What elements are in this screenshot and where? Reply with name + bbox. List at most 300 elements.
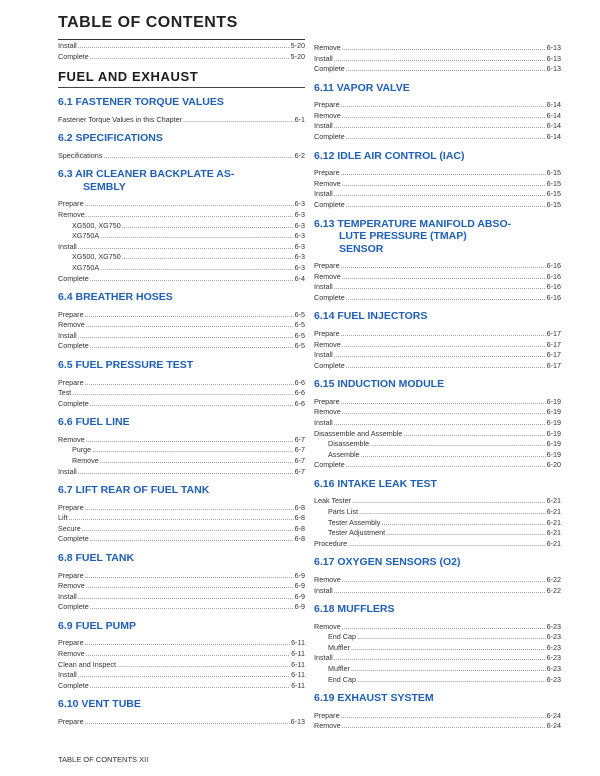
toc-entry-page: 6-3 [294, 209, 305, 219]
toc-entry-page: 6-22 [546, 574, 561, 584]
toc-entry-page: 6-3 [294, 199, 305, 209]
toc-entry[interactable] [314, 460, 561, 471]
section-heading-line: 6.5 FUEL PRESSURE TEST [58, 359, 194, 371]
toc-entry[interactable] [58, 581, 305, 592]
dot-leader [341, 168, 546, 179]
toc-entry-label: Tester Adjustment [328, 528, 386, 538]
toc-entry[interactable] [314, 329, 561, 340]
section-heading[interactable] [58, 291, 305, 304]
toc-entry[interactable] [314, 272, 561, 283]
toc-entry-page: 6-16 [546, 261, 561, 271]
toc-entry-label: Install [314, 653, 333, 663]
dot-leader [334, 586, 546, 597]
toc-entry[interactable] [58, 310, 305, 321]
toc-entry[interactable] [314, 100, 561, 111]
toc-entry-label: Muffler [328, 642, 350, 652]
toc-entry-label: Complete [58, 398, 89, 408]
toc-entry[interactable] [314, 397, 561, 408]
toc-entry-label: Remove [58, 320, 85, 330]
toc-entry[interactable] [58, 467, 305, 478]
toc-entry-label: Disassemble and Assemble [314, 428, 403, 438]
toc-entry[interactable] [58, 670, 305, 681]
toc-entry[interactable] [314, 179, 561, 190]
toc-entry-label: Prepare [58, 638, 84, 648]
toc-entry[interactable] [314, 350, 561, 361]
section-heading-line: 6.15 INDUCTION MODULE [314, 378, 445, 391]
toc-entry-label: Install [58, 41, 77, 50]
dot-leader [85, 199, 294, 210]
dot-leader [334, 121, 546, 132]
dot-leader [103, 151, 293, 162]
section-heading-line: 6.10 VENT TUBE [58, 698, 141, 711]
toc-entry[interactable] [314, 54, 561, 65]
dot-leader [100, 263, 293, 274]
dot-leader [351, 643, 546, 654]
dot-leader [78, 331, 294, 342]
toc-entry-page: 6-8 [294, 523, 305, 533]
toc-entry[interactable] [314, 418, 561, 429]
toc-entry-label: Install [58, 670, 77, 680]
toc-entry-label: Install [314, 585, 333, 595]
chapter-heading: FUEL AND EXHAUST [58, 69, 305, 88]
toc-entry[interactable] [58, 503, 305, 514]
toc-entry[interactable] [58, 263, 305, 274]
toc-entry[interactable] [314, 643, 561, 654]
toc-entry-label: Specifications [58, 150, 103, 160]
toc-entry[interactable] [314, 282, 561, 293]
toc-entry[interactable] [58, 399, 305, 410]
toc-entry-page: 6-9 [294, 570, 305, 580]
toc-entry-page: 6-7 [294, 445, 305, 455]
toc-entry-page: 6-19 [546, 396, 561, 406]
toc-entry-page: 6-14 [546, 110, 561, 120]
toc-entry-page: 5-20 [290, 41, 305, 50]
toc-entry-label: Prepare [314, 168, 340, 178]
section-heading[interactable] [314, 218, 561, 256]
toc-entry[interactable] [58, 242, 305, 253]
toc-entry-label: Prepare [314, 261, 340, 271]
toc-entry-page: 6-23 [546, 674, 561, 684]
toc-entry-label: Prepare [58, 716, 84, 726]
toc-entry-label: Remove [314, 574, 341, 584]
section-heading[interactable] [314, 692, 561, 705]
toc-entry-page: 6-22 [546, 585, 561, 595]
toc-entry-label: XG500, XG750 [72, 220, 121, 230]
toc-entry[interactable] [314, 586, 561, 597]
toc-entry-label: Remove [58, 209, 85, 219]
toc-entry[interactable] [314, 64, 561, 75]
toc-entry-page: 6-15 [546, 189, 561, 199]
toc-entry-page: 6-21 [546, 528, 561, 538]
toc-entry[interactable] [314, 439, 561, 450]
toc-entry-label: Complete [58, 273, 89, 283]
toc-entry-page: 6-3 [294, 262, 305, 272]
dot-leader [183, 115, 294, 126]
dot-leader [86, 435, 294, 446]
section-heading-line: 6.19 EXHAUST SYSTEM [314, 692, 434, 705]
toc-entry-page: 6-21 [546, 517, 561, 527]
toc-entry-label: Complete [314, 64, 345, 74]
toc-entry-label: Prepare [314, 710, 340, 720]
toc-entry-page: 6-23 [546, 621, 561, 631]
toc-entry-label: Complete [314, 460, 345, 470]
toc-entry-page: 6-11 [291, 680, 305, 690]
toc-entry-page: 6-6 [294, 388, 305, 398]
dot-leader [78, 467, 294, 478]
section-heading[interactable] [58, 96, 305, 109]
toc-entry-page: 6-17 [546, 350, 561, 360]
dot-leader [351, 664, 546, 675]
toc-entry-page: 6-19 [546, 417, 561, 427]
page-title: TABLE OF CONTENTS [58, 14, 238, 31]
toc-entry[interactable] [314, 200, 561, 211]
toc-entry-page: 6-1 [294, 114, 305, 124]
toc-entry-page: 6-14 [546, 100, 561, 110]
dot-leader [359, 507, 546, 518]
toc-entry-page: 6-11 [291, 638, 305, 648]
toc-entry-label: Remove [314, 339, 341, 349]
dot-leader [348, 539, 545, 550]
toc-entry[interactable] [58, 681, 305, 692]
toc-entry[interactable] [58, 649, 305, 660]
dot-leader [342, 575, 546, 586]
section-heading-line: 6.11 VAPOR VALVE [314, 81, 410, 94]
toc-entry-label: Fastener Torque Values in this Chapter [58, 114, 182, 124]
toc-entry-page: 6-23 [546, 632, 561, 642]
toc-entry-label: End Cap [328, 674, 356, 684]
dot-leader [334, 189, 546, 200]
toc-entry-page: 6-11 [291, 659, 305, 669]
toc-entry[interactable] [314, 675, 561, 686]
toc-entry[interactable] [314, 429, 561, 440]
section-heading[interactable] [314, 82, 561, 95]
dot-leader [117, 660, 290, 671]
toc-entry-page: 6-14 [546, 132, 561, 142]
toc-entry-label: End Cap [328, 632, 356, 642]
section-heading-line: 6.8 FUEL TANK [58, 552, 135, 565]
section-heading-line: SEMBLY [83, 180, 126, 193]
toc-entry-label: Install [314, 53, 333, 63]
section-heading-line: 6.18 MUFFLERS [314, 603, 395, 616]
section-heading-line: 6.2 SPECIFICATIONS [58, 132, 163, 145]
dot-leader [346, 293, 546, 304]
toc-entry[interactable] [58, 534, 305, 545]
toc-entry-label: Prepare [58, 199, 84, 209]
toc-entry[interactable] [314, 293, 561, 304]
section-heading-line: 6.9 FUEL PUMP [58, 619, 136, 632]
dot-leader [122, 221, 294, 232]
toc-entry-label: Remove [314, 621, 341, 631]
toc-entry-label: Prepare [58, 502, 84, 512]
toc-entry-label: Prepare [314, 100, 340, 110]
toc-entry-page: 6-23 [546, 663, 561, 673]
toc-entry-page: 6-8 [294, 513, 305, 523]
dot-leader [85, 571, 294, 582]
toc-entry[interactable] [58, 524, 305, 535]
dot-leader [341, 261, 546, 272]
title-divider [58, 39, 305, 40]
toc-entry-label: Install [58, 591, 77, 601]
toc-entry-page: 6-19 [546, 439, 561, 449]
toc-entry[interactable] [58, 52, 305, 63]
toc-entry-label: Muffler [328, 663, 350, 673]
toc-entry-label: Test [58, 388, 72, 398]
toc-entry-label: Purge [72, 445, 92, 455]
dot-leader [386, 528, 545, 539]
toc-entry-page: 6-7 [294, 466, 305, 476]
section-heading-line: 6.16 INTAKE LEAK TEST [314, 477, 437, 490]
toc-entry-label: Prepare [58, 570, 84, 580]
toc-entry-label: Install [58, 466, 77, 476]
toc-entry-page: 6-17 [546, 328, 561, 338]
toc-entry[interactable] [314, 111, 561, 122]
dot-leader [342, 407, 546, 418]
dot-leader [82, 524, 294, 535]
toc-entry-page: 6-6 [294, 377, 305, 387]
dot-leader [361, 450, 546, 461]
dot-leader [100, 456, 294, 467]
toc-entry-label: Prepare [58, 309, 84, 319]
toc-entry[interactable] [314, 664, 561, 675]
section-heading[interactable] [58, 359, 305, 372]
dot-leader [346, 132, 546, 143]
dot-leader [86, 581, 294, 592]
toc-entry[interactable] [314, 539, 561, 550]
toc-entry-page: 6-4 [294, 273, 305, 283]
left-top-entries [58, 41, 305, 62]
toc-entry[interactable] [314, 261, 561, 272]
toc-entry[interactable] [58, 274, 305, 285]
toc-entry-label: Complete [58, 341, 89, 351]
section-heading-line: LUTE PRESSURE (TMAP) [339, 230, 467, 243]
toc-entry[interactable] [314, 189, 561, 200]
toc-entry[interactable] [314, 496, 561, 507]
toc-entry[interactable] [58, 320, 305, 331]
toc-entry-page: 6-3 [294, 220, 305, 230]
toc-entry[interactable] [58, 435, 305, 446]
section-heading-line: 6.12 IDLE AIR CONTROL (IAC) [314, 149, 465, 162]
dot-leader [85, 378, 294, 389]
toc-entry-label: Install [314, 121, 333, 131]
toc-entry-page: 6-13 [290, 716, 305, 726]
section-heading-line: 6.6 FUEL LINE [58, 416, 130, 429]
toc-entry-page: 6-5 [294, 341, 305, 351]
toc-entry-page: 6-7 [294, 455, 305, 465]
toc-entry[interactable] [58, 388, 305, 399]
toc-entry[interactable] [58, 231, 305, 242]
toc-entry-page: 6-9 [294, 581, 305, 591]
toc-entry[interactable] [314, 507, 561, 518]
dot-leader [352, 496, 546, 507]
dot-leader [78, 670, 290, 681]
section-heading[interactable] [314, 150, 561, 163]
toc-entry-label: Complete [314, 199, 345, 209]
toc-entry-label: Complete [58, 534, 89, 544]
toc-entry-page: 6-3 [294, 252, 305, 262]
section-heading[interactable] [58, 416, 305, 429]
toc-entry[interactable] [314, 168, 561, 179]
section-heading[interactable] [314, 603, 561, 616]
toc-entry-label: Tester Assembly [328, 517, 381, 527]
dot-leader [85, 638, 291, 649]
left-column [58, 41, 305, 727]
toc-entry-page: 6-15 [546, 199, 561, 209]
toc-entry-label: Complete [58, 680, 89, 690]
toc-entry-label: Prepare [314, 328, 340, 338]
section-heading[interactable] [58, 484, 305, 497]
toc-entry-label: Install [314, 350, 333, 360]
section-heading-line: 6.1 FASTENER TORQUE VALUES [58, 96, 224, 109]
toc-entry-page: 6-15 [546, 168, 561, 178]
toc-entry[interactable] [314, 632, 561, 643]
toc-entry-label: Leak Tester [314, 496, 352, 506]
toc-entry-page: 6-7 [294, 434, 305, 444]
dot-leader [334, 653, 546, 664]
dot-leader [357, 632, 546, 643]
dot-leader [342, 622, 546, 633]
toc-entry[interactable] [58, 115, 305, 126]
toc-entry[interactable] [314, 340, 561, 351]
toc-entry-label: Clean and Inspect [58, 659, 116, 669]
toc-entry-page: 6-8 [294, 502, 305, 512]
toc-entry-page: 6-5 [294, 330, 305, 340]
toc-entry-page: 6-23 [546, 653, 561, 663]
toc-entry-page: 6-17 [546, 360, 561, 370]
toc-entry[interactable] [314, 653, 561, 664]
dot-leader [92, 445, 293, 456]
toc-entry-label: Assemble [328, 449, 360, 459]
section-heading[interactable] [58, 698, 305, 711]
dot-leader [78, 41, 290, 52]
dot-leader [86, 210, 294, 221]
dot-leader [69, 513, 294, 524]
toc-entry-label: Parts List [328, 507, 358, 517]
toc-entry-page: 6-2 [294, 150, 305, 160]
toc-entry[interactable] [314, 721, 561, 732]
dot-leader [86, 649, 290, 660]
toc-entry[interactable] [314, 528, 561, 539]
toc-entry-page: 6-23 [546, 642, 561, 652]
toc-entry-label: Remove [314, 721, 341, 731]
dot-leader [78, 592, 294, 603]
toc-entry-page: 6-16 [546, 282, 561, 292]
toc-entry-label: Install [58, 241, 77, 251]
right-column [314, 43, 561, 732]
toc-entry-page: 6-16 [546, 292, 561, 302]
toc-entry-page: 6-3 [294, 241, 305, 251]
dot-leader [346, 200, 546, 211]
toc-entry[interactable] [314, 622, 561, 633]
toc-entry-page: 6-9 [294, 602, 305, 612]
toc-entry[interactable] [58, 660, 305, 671]
page-footer: TABLE OF CONTENTS XII [58, 755, 149, 764]
section-heading[interactable] [58, 168, 305, 193]
toc-entry[interactable] [58, 456, 305, 467]
toc-entry[interactable] [58, 592, 305, 603]
toc-entry[interactable] [58, 199, 305, 210]
toc-entry[interactable] [58, 341, 305, 352]
toc-entry[interactable] [58, 331, 305, 342]
toc-entry-page: 6-21 [546, 507, 561, 517]
dot-leader [346, 361, 546, 372]
dot-leader [122, 252, 294, 263]
toc-entry-page: 6-6 [294, 398, 305, 408]
toc-entry[interactable] [58, 221, 305, 232]
toc-entry[interactable] [58, 638, 305, 649]
dot-leader [334, 54, 546, 65]
toc-entry-page: 6-11 [291, 670, 305, 680]
toc-entry-label: Remove [314, 178, 341, 188]
toc-entry[interactable] [314, 407, 561, 418]
toc-entry-page: 6-19 [546, 407, 561, 417]
toc-entry[interactable] [314, 361, 561, 372]
toc-entry[interactable] [314, 132, 561, 143]
toc-entry-label: Install [314, 417, 333, 427]
dot-leader [357, 675, 546, 686]
dot-leader [72, 388, 293, 399]
toc-entry-page: 6-13 [546, 53, 561, 63]
toc-entry[interactable] [58, 571, 305, 582]
section-heading[interactable] [314, 478, 561, 491]
toc-entry-page: 6-21 [546, 496, 561, 506]
toc-entry-label: Remove [314, 407, 341, 417]
section-heading[interactable] [314, 378, 561, 391]
dot-leader [85, 717, 290, 728]
dot-leader [403, 429, 545, 440]
toc-entry[interactable] [58, 717, 305, 728]
dot-leader [370, 439, 545, 450]
dot-leader [100, 231, 293, 242]
right-top-entries [314, 43, 561, 75]
toc-entry-label: Remove [58, 649, 85, 658]
dot-leader [342, 179, 546, 190]
toc-entry[interactable] [314, 575, 561, 586]
section-heading[interactable] [58, 132, 305, 145]
toc-entry[interactable] [58, 602, 305, 613]
section-heading[interactable] [314, 310, 561, 323]
dot-leader [341, 711, 546, 722]
toc-entry[interactable] [314, 121, 561, 132]
toc-entry-page: 6-13 [546, 64, 561, 74]
toc-entry[interactable] [314, 518, 561, 529]
toc-entry[interactable] [58, 210, 305, 221]
toc-entry-page: 6-5 [294, 309, 305, 319]
section-heading[interactable] [58, 620, 305, 633]
section-heading-line: SENSOR [339, 242, 384, 255]
section-heading-line: 6.13 TEMPERATURE MANIFOLD ABSO- [314, 217, 512, 230]
dot-leader [90, 399, 294, 410]
toc-entry-page: 6-17 [546, 339, 561, 349]
toc-entry[interactable] [58, 378, 305, 389]
toc-entry[interactable] [58, 252, 305, 263]
dot-leader [86, 320, 294, 331]
toc-entry[interactable] [58, 513, 305, 524]
toc-entry[interactable] [58, 445, 305, 456]
toc-entry[interactable] [58, 151, 305, 162]
toc-entry-page: 6-20 [546, 460, 561, 470]
toc-entry[interactable] [314, 450, 561, 461]
section-heading[interactable] [314, 556, 561, 569]
toc-entry-page: 6-24 [546, 710, 561, 720]
toc-entry-label: Disassemble [328, 439, 370, 449]
toc-entry[interactable] [314, 711, 561, 722]
dot-leader [341, 329, 546, 340]
section-heading[interactable] [58, 552, 305, 565]
section-heading-line: 6.14 FUEL INJECTORS [314, 310, 428, 323]
toc-entry[interactable] [58, 41, 305, 52]
toc-entry[interactable] [314, 43, 561, 54]
right-sections [314, 82, 561, 732]
